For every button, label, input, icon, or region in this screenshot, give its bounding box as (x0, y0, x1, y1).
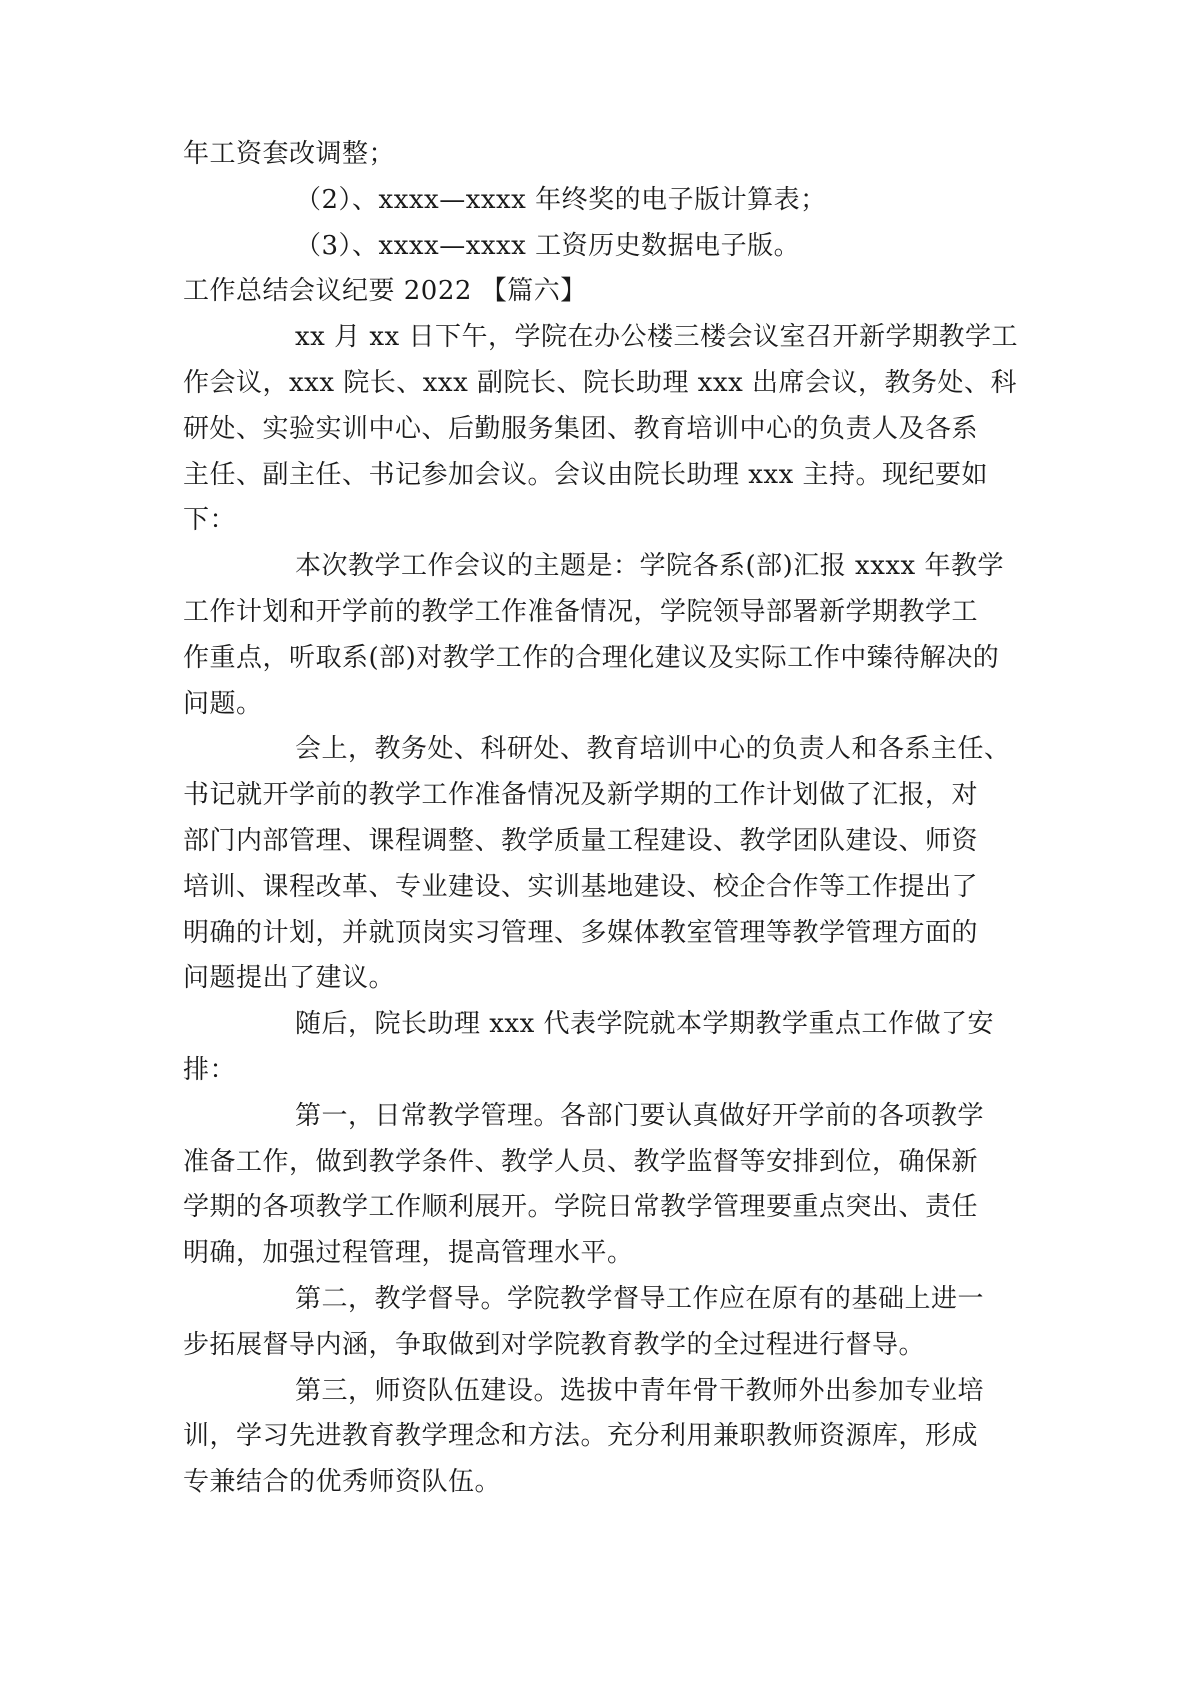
text-line: 工作计划和开学前的教学工作准备情况，学院领导部署新学期教学工 (183, 596, 979, 627)
text-line: 培训、课程改革、专业建设、实训基地建设、校企合作等工作提出了 (183, 871, 979, 902)
text-line: 随后，院长助理 xxx 代表学院就本学期教学重点工作做了安 (295, 1009, 995, 1040)
text-line: 本次教学工作会议的主题是：学院各系(部)汇报 xxxx 年教学 (295, 551, 1004, 582)
text-line: 问题提出了建议。 (183, 963, 396, 994)
section-heading: 工作总结会议纪要 2022 【篇六】 (183, 276, 587, 307)
text-line: 明确的计划，并就顶岗实习管理、多媒体教室管理等教学管理方面的 (183, 917, 979, 948)
list-item: （3）、xxxx—xxxx 工资历史数据电子版。 (295, 230, 801, 261)
document-body (183, 132, 1023, 1506)
text-line: 步拓展督导内涵，争取做到对学院教育教学的全过程进行督导。 (183, 1329, 926, 1360)
text-line: 部门内部管理、课程调整、教学质量工程建设、教学团队建设、师资 (183, 825, 979, 856)
text-line: 训，学习先进教育教学理念和方法。充分利用兼职教师资源库，形成 (183, 1421, 979, 1452)
text-line: xx 月 xx 日下午，学院在办公楼三楼会议室召开新学期教学工 (295, 322, 1018, 353)
text-line: 准备工作，做到教学条件、教学人员、教学监督等安排到位，确保新 (183, 1146, 979, 1177)
text-line: 会上，教务处、科研处、教育培训中心的负责人和各系主任、 (295, 734, 1011, 765)
text-line: 排： (183, 1054, 237, 1085)
text-line: 书记就开学前的教学工作准备情况及新学期的工作计划做了汇报，对 (183, 780, 979, 811)
text-line: 学期的各项教学工作顺利展开。学院日常教学管理要重点突出、责任 (183, 1192, 979, 1223)
text-line: 第三，师资队伍建设。选拔中青年骨干教师外出参加专业培 (295, 1375, 985, 1406)
text-line: 年工资套改调整； (183, 139, 396, 169)
list-item: （2）、xxxx—xxxx 年终奖的电子版计算表； (295, 184, 827, 215)
text-line: 研处、实验实训中心、后勤服务集团、教育培训中心的负责人及各系 (183, 413, 979, 444)
text-line: 明确，加强过程管理，提高管理水平。 (183, 1238, 634, 1269)
text-line: 下： (183, 505, 237, 536)
text-line: 主任、副主任、书记参加会议。会议由院长助理 xxx 主持。现纪要如 (183, 459, 989, 490)
text-line: 专兼结合的优秀师资队伍。 (183, 1467, 502, 1498)
text-line: 作重点，听取系(部)对教学工作的合理化建议及实际工作中臻待解决的 (183, 642, 1000, 673)
text-line: 第二，教学督导。学院教学督导工作应在原有的基础上进一 (295, 1283, 985, 1314)
text-line: 作会议，xxx 院长、xxx 副院长、院长助理 xxx 出席会议，教务处、科 (183, 367, 1018, 398)
text-line: 问题。 (183, 688, 263, 719)
text-line: 第一，日常教学管理。各部门要认真做好开学前的各项教学 (295, 1100, 985, 1131)
